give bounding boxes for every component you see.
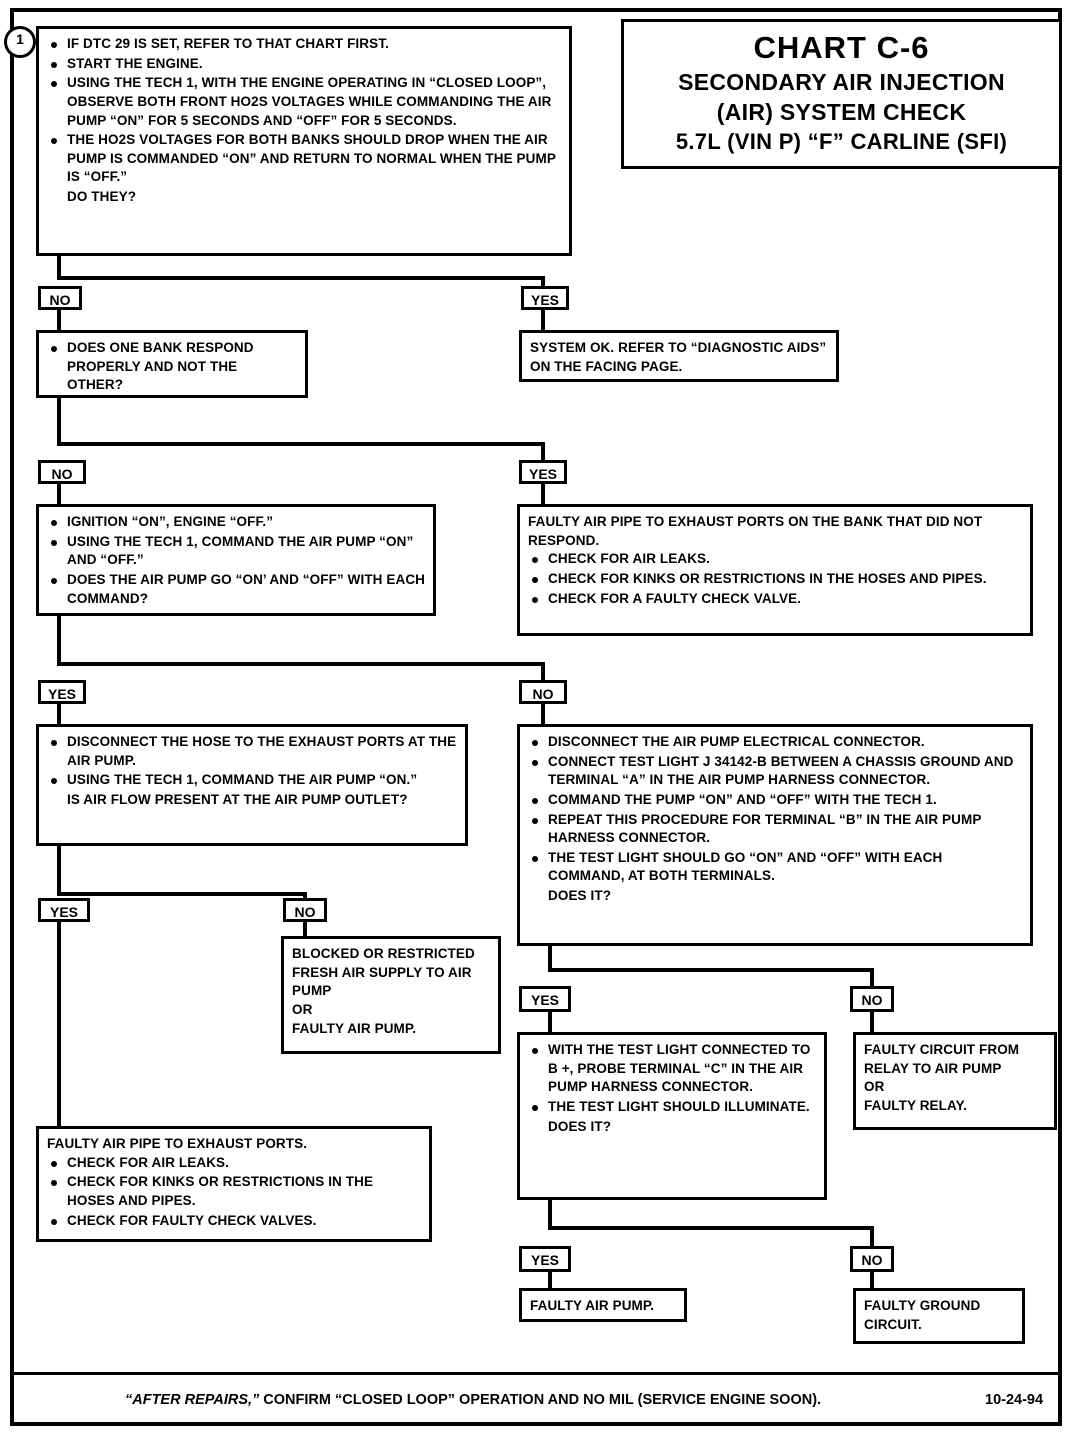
node-faulty-pipe-bank-bullets: [528, 550, 1022, 608]
node-one-bank-bullets: [47, 339, 297, 395]
list-item: DISCONNECT THE HOSE TO THE EXHAUST PORTS AT THE AIR PUMP.: [47, 733, 457, 770]
node-blocked-line-3: PUMP: [292, 983, 332, 999]
footer-date: 10-24-94: [985, 1392, 1044, 1408]
branch-label-text: NO: [861, 992, 883, 1008]
list-item: COMMAND THE PUMP “ON” AND “OFF” WITH THE TECH 1.: [528, 791, 1022, 810]
footer-divider: [14, 1372, 1058, 1375]
node-ignition-on-bullets: [47, 513, 425, 608]
list-item: THE TEST LIGHT SHOULD GO “ON” AND “OFF” WITH EACH COMMAND, AT BOTH TERMINALS.: [528, 849, 1022, 886]
footer-note-emphasis: “AFTER REPAIRS,”: [125, 1392, 260, 1408]
connector-no3-down: [541, 704, 545, 726]
node-start-bullets: [47, 35, 561, 187]
branch-label-yes-2: [519, 460, 567, 484]
node-faulty-pipe-bank: [517, 504, 1033, 636]
branch-label-no-6: [850, 1246, 894, 1272]
node-probe-terminal-c: [517, 1032, 827, 1200]
branch-label-no-5: [850, 986, 894, 1012]
branch-label-no-2: [38, 460, 86, 484]
list-item: THE HO2S VOLTAGES FOR BOTH BANKS SHOULD DROP WHEN THE AIR PUMP IS COMMANDED “ON” AND RETURN TO NORMAL WHEN THE PUMP IS “OFF.”: [47, 131, 561, 187]
branch-label-yes-1: [521, 286, 569, 310]
step-marker-circle: [4, 26, 36, 58]
node-ignition-on: [36, 504, 436, 616]
node-faulty-pipe-ports-head: FAULTY AIR PIPE TO EXHAUST PORTS.: [47, 1136, 308, 1151]
connector-yes3-down: [57, 704, 61, 726]
list-item: CHECK FOR KINKS OR RESTRICTIONS IN THE HOSES AND PIPES.: [528, 570, 1022, 589]
chart-number: CHART C-6: [753, 30, 930, 65]
list-item: CONNECT TEST LIGHT J 34142-B BETWEEN A CHASSIS GROUND AND TERMINAL “A” IN THE AIR PUMP HARNESS CONNECTOR.: [528, 753, 1022, 790]
chart-title-block: [621, 19, 1062, 169]
branch-label-text: YES: [530, 1252, 559, 1268]
branch-label-no-3: [519, 680, 567, 704]
node-probe-terminal-c-bullets: [528, 1041, 816, 1117]
connector-hose-horizontal: [57, 892, 307, 896]
node-system-ok-text: SYSTEM OK. REFER TO “DIAGNOSTIC AIDS” ON THE FACING PAGE.: [530, 340, 827, 374]
connector-hose-down: [57, 846, 61, 896]
list-item: IGNITION “ON”, ENGINE “OFF.”: [47, 513, 425, 532]
list-item: USING THE TECH 1, COMMAND THE AIR PUMP “ON.”: [47, 771, 457, 790]
step-marker-label: 1: [16, 31, 24, 47]
node-disconnect-connector-bullets: [528, 733, 1022, 886]
list-item: DOES THE AIR PUMP GO “ON’ AND “OFF” WITH EACH COMMAND?: [47, 571, 425, 608]
node-faulty-air-pump: [519, 1288, 687, 1322]
list-item: USING THE TECH 1, COMMAND THE AIR PUMP “ON” AND “OFF.”: [47, 533, 425, 570]
branch-label-text: NO: [49, 292, 71, 308]
node-faulty-pipe-ports: [36, 1126, 432, 1242]
node-faulty-circuit-line-1: FAULTY CIRCUIT FROM: [864, 1042, 1020, 1057]
connector-yes1-down: [541, 310, 545, 332]
branch-label-no-1: [38, 286, 82, 310]
connector-probe-to-no: [870, 1226, 874, 1246]
page-border-right: [1058, 8, 1062, 1426]
list-item: CHECK FOR FAULTY CHECK VALVES.: [47, 1212, 421, 1231]
node-blocked-line-4: OR: [292, 1001, 313, 1017]
list-item: DOES ONE BANK RESPOND PROPERLY AND NOT THE OTHER?: [47, 339, 297, 395]
connector-no5-down: [870, 1012, 874, 1034]
list-item: THE TEST LIGHT SHOULD ILLUMINATE.: [528, 1098, 816, 1117]
list-item: CHECK FOR AIR LEAKS.: [47, 1154, 421, 1173]
branch-label-text: NO: [294, 904, 316, 920]
branch-label-text: YES: [530, 992, 559, 1008]
connector-connector-horizontal: [548, 968, 874, 972]
node-faulty-air-pump-text: FAULTY AIR PUMP.: [530, 1298, 655, 1313]
list-item: CHECK FOR KINKS OR RESTRICTIONS IN THE HOSES AND PIPES.: [47, 1173, 421, 1210]
branch-label-yes-6: [519, 1246, 571, 1272]
node-disconnect-hose: [36, 724, 468, 846]
node-start-question: DO THEY?: [67, 189, 137, 204]
list-item: DISCONNECT THE AIR PUMP ELECTRICAL CONNECTOR.: [528, 733, 1022, 752]
footer-note-rest: CONFIRM “CLOSED LOOP” OPERATION AND NO MIL (SERVICE ENGINE SOON).: [259, 1392, 822, 1408]
connector-onebank-down: [57, 398, 61, 446]
list-item: CHECK FOR AIR LEAKS.: [528, 550, 1022, 569]
list-item: START THE ENGINE.: [47, 55, 561, 74]
connector-start-to-yes: [541, 276, 545, 286]
branch-label-yes-4: [38, 898, 90, 922]
node-start: [36, 26, 572, 256]
connector-onebank-to-yes: [541, 442, 545, 460]
branch-label-text: YES: [49, 904, 78, 920]
connector-no1-down: [57, 310, 61, 332]
node-faulty-pipe-ports-bullets: [47, 1154, 421, 1231]
list-item: CHECK FOR A FAULTY CHECK VALVE.: [528, 590, 1022, 609]
chart-title-line-3: 5.7L (VIN P) “F” CARLINE (SFI): [675, 129, 1008, 154]
branch-label-text: NO: [532, 686, 554, 702]
node-blocked-line-2: FRESH AIR SUPPLY TO AIR: [292, 964, 472, 980]
node-blocked-fresh-air: [281, 936, 501, 1054]
connector-ignition-horizontal: [57, 662, 545, 666]
connector-onebank-horizontal: [57, 442, 545, 446]
list-item: USING THE TECH 1, WITH THE ENGINE OPERATING IN “CLOSED LOOP”, OBSERVE BOTH FRONT HO2S VOLTAGES WHILE COMMANDING THE AIR PUMP “ON” FOR 5 SECONDS AND “OFF” FOR 5 SECONDS.: [47, 74, 561, 130]
footer-note: [125, 1392, 821, 1408]
branch-label-text: YES: [47, 686, 76, 702]
list-item: IF DTC 29 IS SET, REFER TO THAT CHART FIRST.: [47, 35, 561, 54]
node-probe-terminal-c-question: DOES IT?: [548, 1118, 612, 1134]
connector-no2-down: [57, 484, 61, 506]
page-border-left: [10, 8, 14, 1426]
branch-label-yes-3: [38, 680, 86, 704]
connector-start-horizontal: [57, 276, 545, 280]
connector-probe-horizontal: [548, 1226, 874, 1230]
connector-connector-to-no: [870, 968, 874, 986]
node-faulty-circuit-line-3: OR: [864, 1079, 885, 1095]
node-faulty-circuit-line-4: FAULTY RELAY.: [864, 1097, 968, 1113]
node-faulty-circuit-relay: [853, 1032, 1057, 1130]
branch-label-text: NO: [861, 1252, 883, 1268]
node-system-ok: [519, 330, 839, 382]
node-faulty-ground: [853, 1288, 1025, 1344]
node-faulty-pipe-bank-head: FAULTY AIR PIPE TO EXHAUST PORTS ON THE BANK THAT DID NOT RESPOND.: [528, 514, 983, 548]
branch-label-yes-5: [519, 986, 571, 1012]
chart-title-line-1: SECONDARY AIR INJECTION: [678, 69, 1005, 95]
list-item: REPEAT THIS PROCEDURE FOR TERMINAL “B” IN THE AIR PUMP HARNESS CONNECTOR.: [528, 811, 1022, 848]
node-faulty-ground-line-1: FAULTY GROUND: [864, 1298, 981, 1313]
node-disconnect-hose-bullets: [47, 733, 457, 790]
node-one-bank-respond: [36, 330, 308, 398]
chart-title-line-2: (AIR) SYSTEM CHECK: [716, 99, 967, 125]
page-border-top: [10, 8, 1062, 12]
branch-label-no-4: [283, 898, 327, 922]
connector-yes4-down: [57, 922, 61, 1128]
connector-yes5-down: [548, 1012, 552, 1034]
node-disconnect-connector: [517, 724, 1033, 946]
list-item: WITH THE TEST LIGHT CONNECTED TO B +, PROBE TERMINAL “C” IN THE AIR PUMP HARNESS CONNECTOR.: [528, 1041, 816, 1097]
node-faulty-circuit-line-2: RELAY TO AIR PUMP: [864, 1060, 1002, 1076]
node-blocked-line-5: FAULTY AIR PUMP.: [292, 1020, 417, 1036]
connector-ignition-to-no: [541, 662, 545, 680]
page-border-bottom: [10, 1422, 1062, 1426]
branch-label-text: YES: [528, 466, 557, 482]
connector-ignition-down: [57, 616, 61, 666]
node-disconnect-hose-question: IS AIR FLOW PRESENT AT THE AIR PUMP OUTLET?: [67, 791, 408, 807]
branch-label-text: YES: [530, 292, 559, 308]
node-faulty-ground-line-2: CIRCUIT.: [864, 1316, 922, 1332]
node-disconnect-connector-question: DOES IT?: [548, 888, 612, 903]
node-blocked-line-1: BLOCKED OR RESTRICTED: [292, 946, 475, 961]
connector-yes2-down: [541, 484, 545, 506]
branch-label-text: NO: [51, 466, 73, 482]
